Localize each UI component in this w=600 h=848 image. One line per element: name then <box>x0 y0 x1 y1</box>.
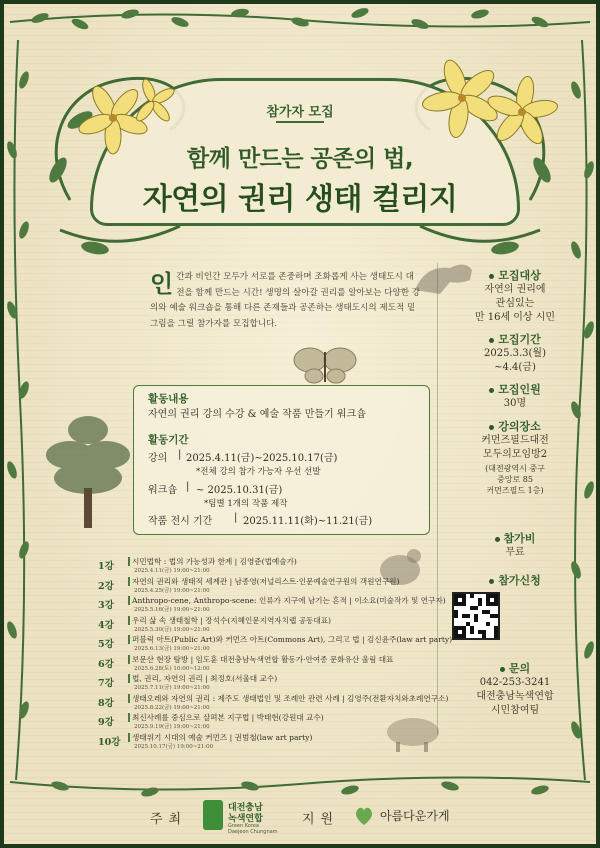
fee-value: 무료 <box>505 547 525 558</box>
lecture-title: 생태위기 시대의 예술 커먼즈 | 권범철(law art party) <box>132 732 313 742</box>
workshop-note: *팀별 1개의 작품 제작 <box>204 499 288 509</box>
activity-period-heading: 활동기간 <box>148 434 189 446</box>
period-line: 2025.3.3(월) <box>484 348 546 359</box>
lecture-number: 1강 <box>98 561 114 572</box>
intro-paragraph <box>150 270 422 332</box>
host-label: 주최 <box>150 812 188 827</box>
activity-content-heading: 활동내용 <box>148 393 189 405</box>
host-org-line1: 대전충남 <box>228 803 263 813</box>
activity-content: 자연의 권리 강의 수강 & 예술 작품 만들기 워크숍 <box>148 409 366 420</box>
exhibit-label: 작품 전시 기간 <box>148 516 213 527</box>
lecture-date: 2025.4.11(금) 19:00~21:00 <box>134 568 210 574</box>
exhibit-period: 2025.11.11(화)~11.21(금) <box>243 516 373 527</box>
host-org-eng1: Green Korea <box>228 823 259 829</box>
page-title-line1: 함께 만드는 공존의 법, <box>186 146 414 172</box>
lecture-period: 2025.4.11(금)~2025.10.17(금) <box>186 453 338 464</box>
contact-line: 대전충남녹색연합 <box>476 691 554 702</box>
lecture-divider <box>128 635 130 644</box>
lecture-date: 2025.5.16(금) 19:00~21:00 <box>134 607 210 613</box>
workshop-label: 워크숍 <box>148 485 177 496</box>
lecture-title: 생태오레와 자연의 권리 : 제주도 생태법인 및 조례안 관련 사례 | 김영주(전환자치와초례연구소) <box>132 693 449 703</box>
workshop-bar-icon: | <box>186 481 190 492</box>
contact-line: 042-253-3241 <box>479 677 551 688</box>
support-label: 지원 <box>302 812 340 827</box>
intro-text: 간과 비인간 모두가 서로를 존중하며 조화롭게 사는 생태도시 대전을 함께 만드는 시간! 생명의 살아갈 권리를 알아보는 다양한 강의와 예술 워크숍을 통해 다른 존재들과 공존하는 생태도시의 제도적 밑그림을 그릴 참가자를 모집합니다. <box>150 272 421 329</box>
lecture-date: 2025.6.28(토) 10:00~12:00 <box>134 665 210 672</box>
lecture-divider <box>128 674 130 683</box>
bullet-icon <box>495 537 500 542</box>
lecture-title: 우리 삶 속 생태철학 | 장석수(지혜인문지역자치랩 공동대표) <box>132 615 332 625</box>
period-heading: 모집기간 <box>430 331 600 347</box>
lecture-divider <box>128 733 130 742</box>
lecture-date: 2025.7.11(금) 19:00~21:00 <box>134 685 210 691</box>
lecture-number: 4강 <box>98 619 114 631</box>
lecture-divider <box>128 694 130 703</box>
lecture-date: 2025.9.19(금) 19:00~21:00 <box>134 724 210 730</box>
butterfly-icon <box>290 338 360 388</box>
venue-heading: 강의장소 <box>430 418 600 434</box>
fee-heading: 참가비 <box>430 530 600 546</box>
lecture-title: 시민법학 : 법의 가능성과 한계 | 김영준(법예술가) <box>132 557 297 566</box>
count-value: 30명 <box>503 398 527 409</box>
lily-flower-icon <box>422 54 562 144</box>
lecture-bar-icon: | <box>178 449 182 460</box>
lecture-number: 6강 <box>98 658 114 670</box>
lecture-date: 2025.10.17(금) 19:00~21:00 <box>134 743 214 750</box>
venue-line: 커먼즈필드대전 <box>481 435 549 446</box>
lecture-number: 8강 <box>98 697 114 709</box>
lecture-title: 퍼블릭 아트(Public Art)와 커먼즈 아트(Commons Art), 그리고 법 | 김신윤주(law art party) <box>132 635 453 644</box>
target-line: 관심있는 <box>495 298 535 309</box>
lecture-date: 2025.6.13(금) 19:00~21:00 <box>134 646 210 652</box>
qr-pattern <box>454 594 498 638</box>
count-heading: 모집인원 <box>430 381 600 397</box>
lecture-title: 자연의 권리와 생태적 세계관 | 남종영(저널리스트·인문예술연구원의 객원연구원) <box>132 576 400 586</box>
qr-code-icon[interactable] <box>452 592 500 640</box>
lecture-title: 보문산 현장 탐방 | 임도훈 대전충남녹색연합 활동가·안여종 문화유산 울림 대표 <box>132 654 394 664</box>
lecture-divider <box>128 655 130 664</box>
support-org: 아름다운가게 <box>380 809 450 823</box>
bullet-icon <box>500 667 505 672</box>
intro-drop-cap: 인 <box>150 269 174 298</box>
bullet-icon <box>489 274 494 279</box>
lecture-note: *전체 강의 참가 가능자 우선 선발 <box>196 467 321 477</box>
lecture-number: 10강 <box>98 736 121 748</box>
lecture-date: 2025.5.30(금) 19:00~21:00 <box>134 626 210 633</box>
page-title-line2: 자연의 권리 생태 컬리지 <box>142 182 458 217</box>
target-line: 만 16세 이상 시민 <box>474 312 556 323</box>
lecture-title: Anthropo-cene, Anthropo-scene: 인류가 지구에 남기는 흔적 | 이소요(미술작가 및 연구자) <box>132 596 446 605</box>
workshop-period: ~ 2025.10.31(금) <box>196 485 283 496</box>
lecture-number: 3강 <box>98 600 114 611</box>
venue-sub-line: (대전광역시 중구 <box>485 464 545 473</box>
lecture-number: 2강 <box>98 580 114 592</box>
green-korea-logo-icon <box>203 800 223 830</box>
lecture-number: 5강 <box>98 639 114 650</box>
bullet-icon <box>489 338 494 343</box>
apply-heading: 참가신청 <box>430 572 600 588</box>
venue-line: 모두의모임방2 <box>482 449 548 460</box>
footer <box>0 790 600 848</box>
host-org-eng2: Daejeon Chungnam <box>228 829 278 835</box>
venue-sub-line: 커먼즈필드 1층) <box>486 486 544 495</box>
lecture-title: 최신사례를 중심으로 살펴본 지구법 | 박태현(강원대 교수) <box>132 713 324 722</box>
bullet-icon <box>489 425 494 430</box>
target-line: 자연의 권리에 <box>484 284 546 295</box>
venue-sub-line: 중앙로 85 <box>497 475 533 484</box>
lecture-title: 법, 권리, 자연의 권리 | 최정호(서울대 교수) <box>132 674 278 683</box>
host-org-line2: 녹색연합 <box>228 814 263 824</box>
contact-heading: 문의 <box>430 660 600 676</box>
exhibit-bar-icon: | <box>234 512 238 523</box>
period-line: ~4.4(금) <box>494 362 536 373</box>
tag-underline <box>276 121 324 123</box>
lecture-date: 2025.8.22(금) 19:00~21:00 <box>134 704 210 711</box>
beautiful-store-logo-icon <box>352 803 376 827</box>
lecture-label: 강의 <box>148 453 168 464</box>
lecture-divider <box>128 596 130 605</box>
lecture-divider <box>128 577 130 586</box>
lecture-number: 7강 <box>98 678 114 689</box>
contact-line: 시민참여팀 <box>490 705 540 716</box>
bullet-icon <box>489 388 494 393</box>
bird-illustration-icon <box>370 540 430 595</box>
lecture-divider <box>128 616 130 625</box>
lecture-number: 9강 <box>98 717 114 728</box>
lecture-divider <box>128 713 130 722</box>
bullet-icon <box>489 579 494 584</box>
lecture-divider <box>128 557 130 566</box>
recruit-tag: 참가자 모집 <box>266 105 334 120</box>
target-heading: 모집대상 <box>430 267 600 283</box>
lecture-date: 2025.4.25(금) 19:00~21:00 <box>134 587 210 594</box>
tree-illustration-icon <box>40 400 135 530</box>
